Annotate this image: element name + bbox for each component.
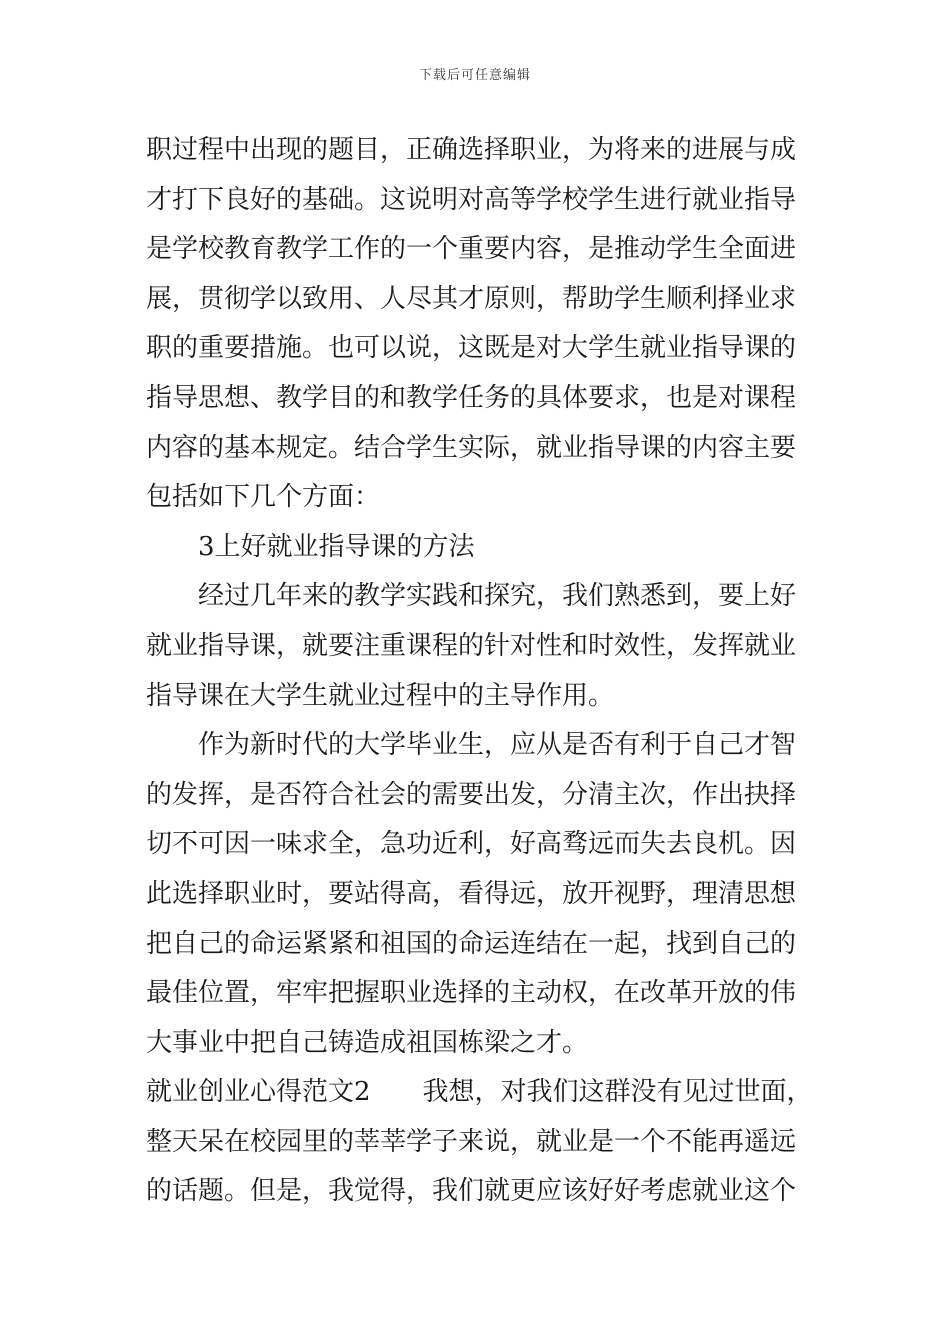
text-line: 内容的基本规定。结合学生实际，就业指导课的内容主要 (146, 432, 797, 463)
section-title: 就业创业心得范文2 (146, 1077, 371, 1108)
page-header: 下载后可任意编辑 (418, 68, 531, 83)
document-body (146, 126, 814, 1217)
text-line: 最佳位置，牢牢把握职业选择的主动权，在改革开放的伟 (146, 978, 797, 1009)
text-line: 包括如下几个方面： (146, 482, 381, 513)
text-line: 就业指导课，就要注重课程的针对性和时效性，发挥就业 (146, 630, 797, 661)
text-line: 职的重要措施。也可以说，这既是对大学生就业指导课的 (146, 333, 797, 364)
text-line: 此选择职业时，要站得高，看得远，放开视野，理清思想 (146, 878, 797, 909)
text-line: 大事业中把自己铸造成祖国栋梁之才。 (146, 1027, 589, 1058)
text-line: 的发挥，是否符合社会的需要出发，分清主次，作出抉择 (146, 779, 797, 810)
section-first-text: 我想，对我们这群没有见过世面， (422, 1077, 813, 1108)
text-line: 把自己的命运紧紧和祖国的命运连结在一起，找到自己的 (146, 928, 797, 959)
text-line: 是学校教育教学工作的一个重要内容，是推动学生全面进 (146, 234, 797, 265)
paragraph-start-line: 作为新时代的大学毕业生，应从是否有利于自己才智 (198, 730, 797, 761)
text-line: 展，贯彻学以致用、人尽其才原则，帮助学生顺利择业求 (146, 283, 797, 314)
section-heading: 3上好就业指导课的方法 (198, 531, 475, 562)
paragraph-start-line: 经过几年来的教学实践和探究，我们熟悉到，要上好 (198, 581, 797, 612)
text-line: 的话题。但是，我觉得，我们就更应该好好考虑就业这个 (146, 1176, 797, 1207)
text-line: 才打下良好的基础。这说明对高等学校学生进行就业指导 (146, 184, 797, 215)
text-line: 整天呆在校园里的莘莘学子来说，就业是一个不能再遥远 (146, 1126, 797, 1157)
text-line: 指导思想、教学目的和教学任务的具体要求，也是对课程 (146, 382, 797, 413)
text-line: 指导课在大学生就业过程中的主导作用。 (146, 680, 615, 711)
text-line: 职过程中出现的题目，正确选择职业，为将来的进展与成 (146, 135, 797, 165)
text-line: 切不可因一味求全，急功近利，好高骛远而失去良机。因 (146, 829, 797, 860)
section-title-line (146, 1068, 814, 1118)
